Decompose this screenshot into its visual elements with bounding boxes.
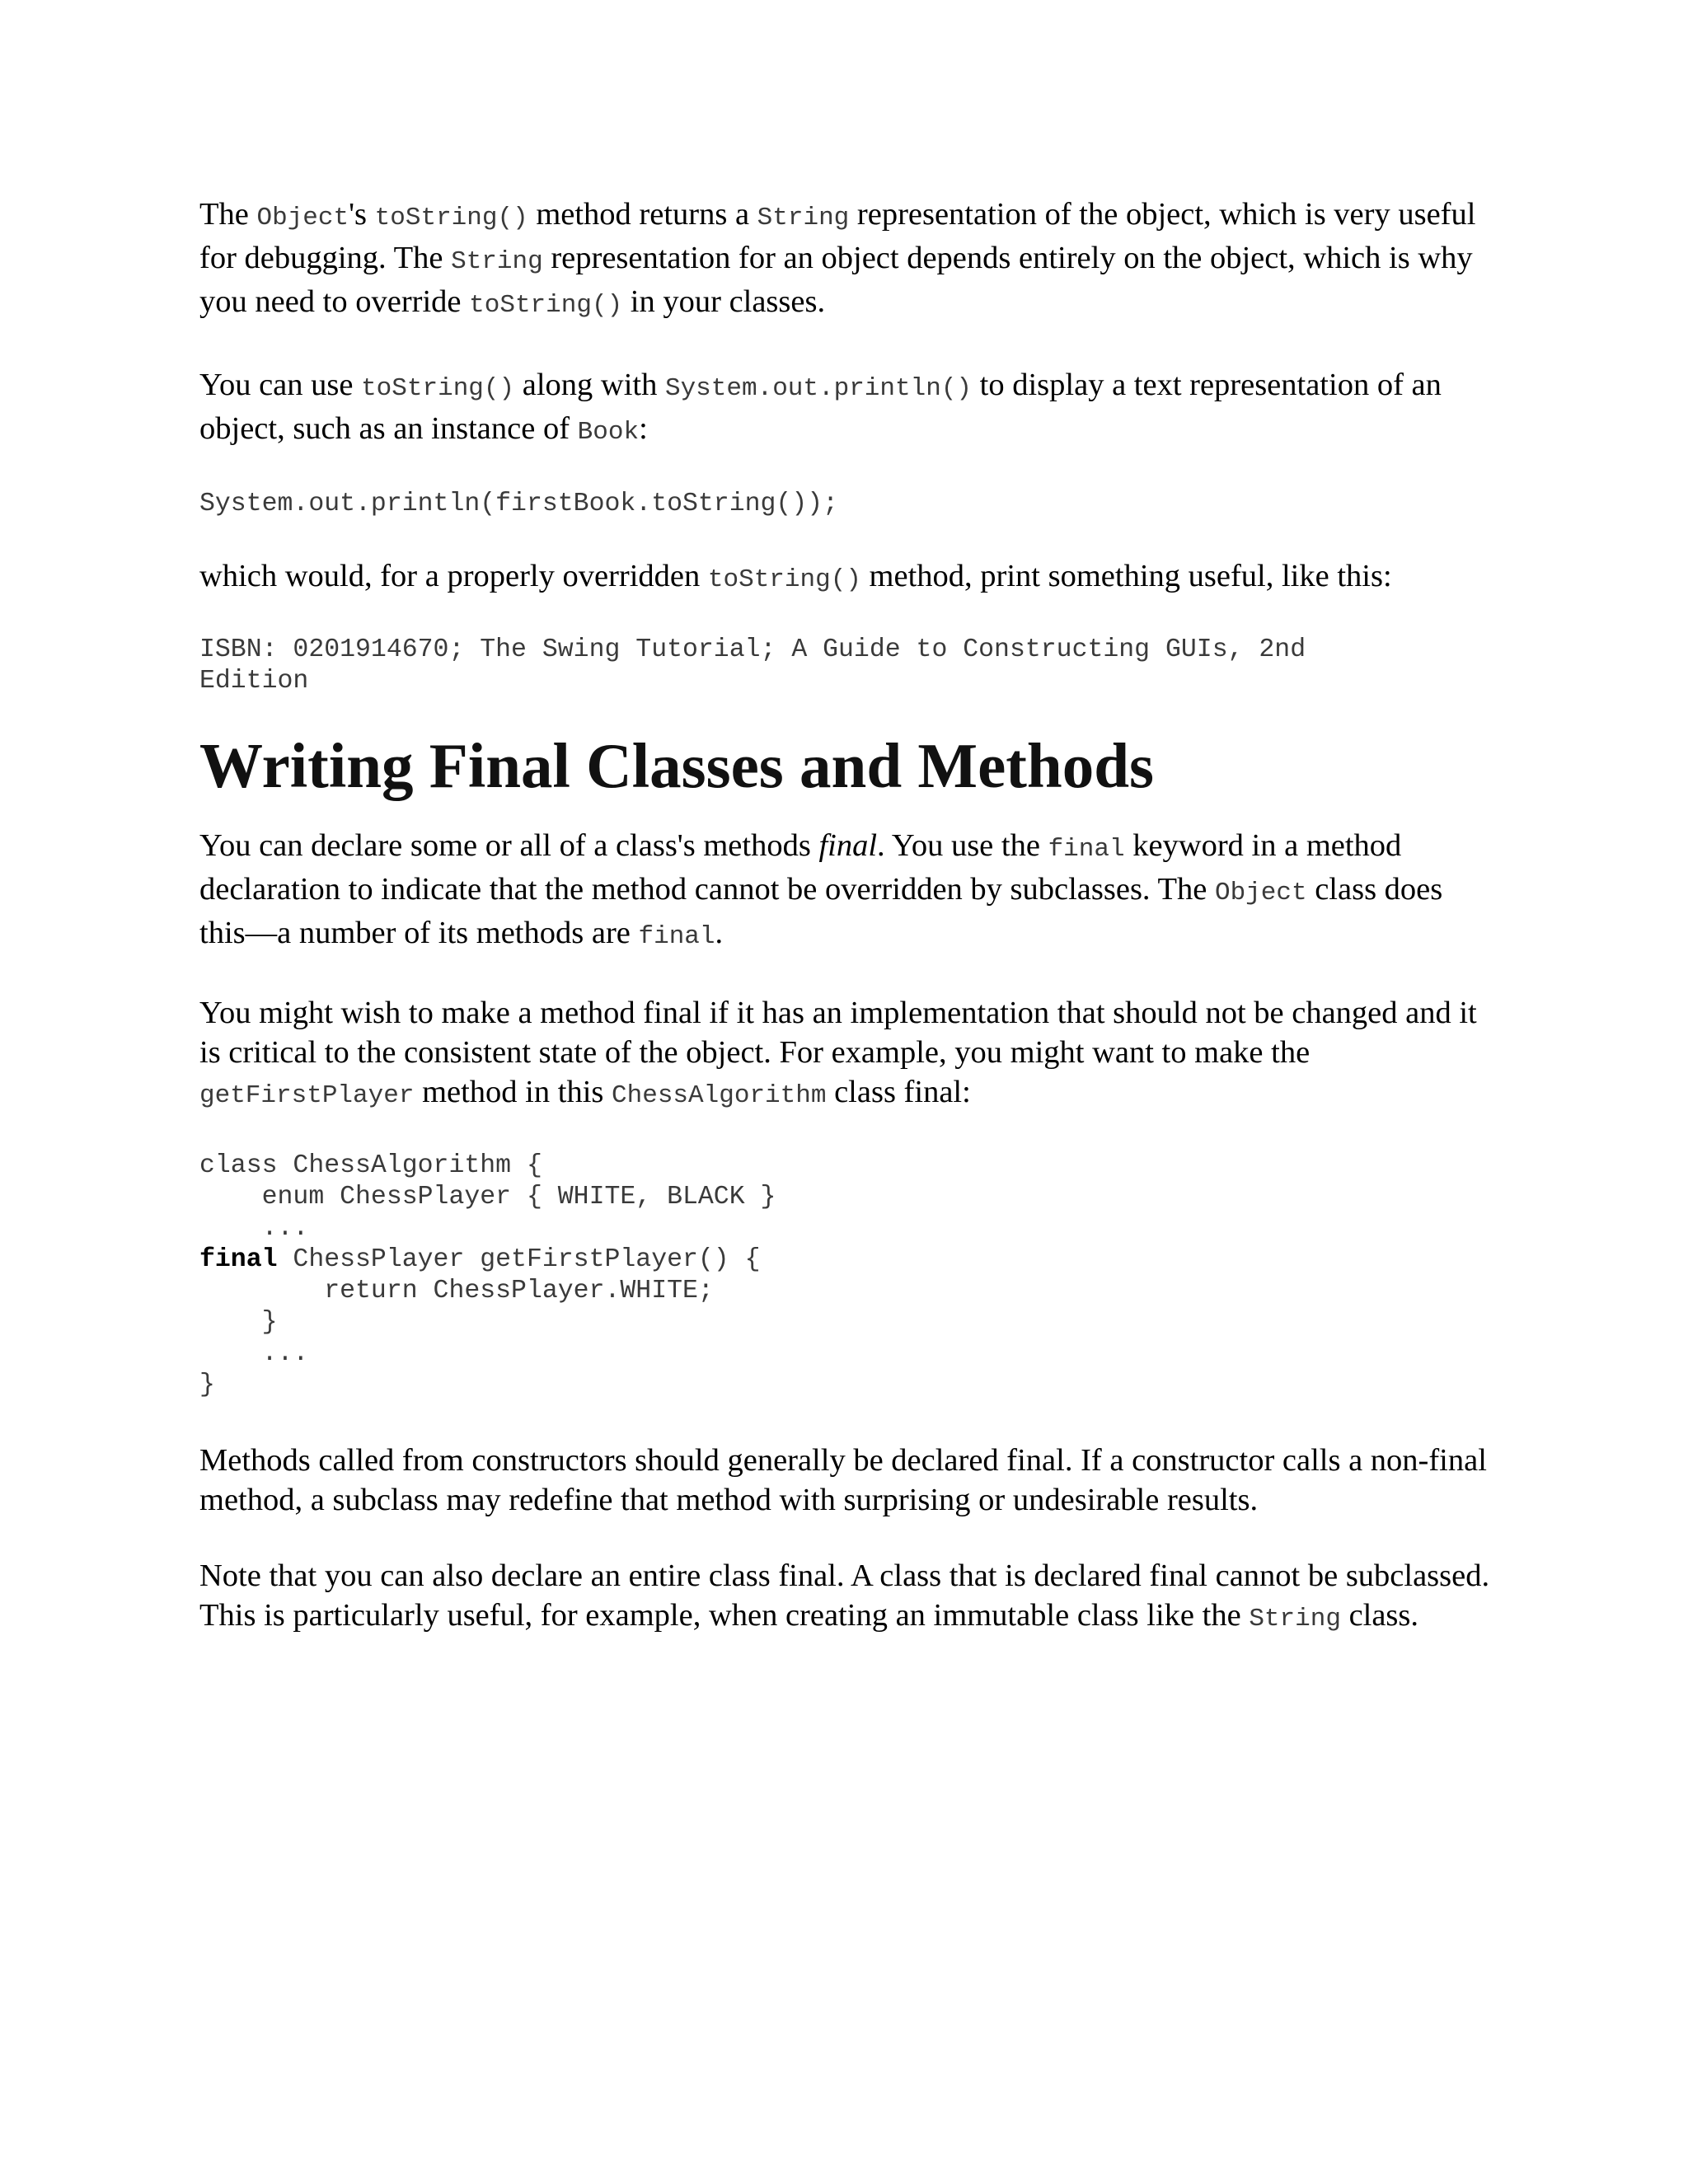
code-line: Edition [199,667,309,696]
text: method, print something useful, like this: [860,559,1392,593]
code-line: ISBN: 0201914670; The Swing Tutorial; A Guide to Constructing GUIs, 2nd [199,635,1306,664]
text: method returns a [528,197,757,232]
paragraph-tostring-intro [199,194,1493,326]
inline-code: Object [1214,879,1307,907]
text: keyword in a method declaration to indicate that the method cannot be overridden by subclasses. The [199,828,1402,907]
code-block-println: System.out.println(firstBook.toString()); [199,490,839,518]
code-line: enum ChessPlayer { WHITE, BLACK } [199,1183,776,1212]
inline-code: toString() [707,565,861,594]
text: in your classes. [622,284,826,319]
code-line: ... [199,1339,309,1368]
code-keyword: final [199,1245,278,1274]
inline-code: String [451,247,543,276]
code-line: return ChessPlayer.WHITE; [199,1277,714,1305]
italic-term: final [818,828,878,863]
inline-code: String [757,204,850,232]
text: class. [1340,1598,1419,1633]
text: to display a text representation of an object, such as an instance of [199,368,1442,446]
inline-code: System.out.println() [664,374,973,403]
text: You can declare some or all of a class's methods [199,828,819,863]
inline-code: toString() [361,374,515,403]
inline-code: Book [577,418,640,447]
text: : [639,411,648,446]
paragraph-final-method [199,993,1493,1116]
inline-code: Object [256,204,349,232]
text: . [715,916,724,950]
document-page [199,194,1493,1639]
text: class does this—a number of its methods are [199,872,1443,950]
paragraph-final-class [199,1556,1493,1639]
text: which would, for a properly overridden [199,559,708,593]
code-line [199,1244,1493,1276]
paragraph-tostring-usage [199,365,1493,452]
text: representation for an object depends entirely on the object, which is why you need to override [199,241,1473,319]
paragraph-final-intro [199,826,1493,957]
text: You might wish to make a method final if it has an implementation that should not be changed and it is critical to the consistent state of the object. For example, you might want to make the [199,996,1477,1070]
code-line: class ChessAlgorithm { [199,1151,542,1180]
inline-code: final [1048,835,1125,864]
code-block-output [199,635,1493,697]
inline-code: ChessAlgorithm [612,1081,827,1110]
text: method in this [414,1075,612,1109]
code-block-chess-algorithm [199,1151,1493,1401]
text: . You use the [877,828,1048,863]
text: representation of the object, which is very useful for debugging. The [199,197,1476,275]
text: The [199,197,257,232]
inline-code: final [638,922,715,951]
code-line: } [199,1308,278,1337]
text: Note that you can also declare an entire class final. A class that is declared final cannot be subclassed. This is particularly useful, for example, when creating an immutable class like the [199,1558,1490,1633]
text: You can use [199,368,362,402]
text: class final: [826,1075,971,1109]
inline-code: String [1249,1605,1341,1633]
code-line: ... [199,1214,309,1243]
inline-code: toString() [374,204,528,232]
text: 's [349,197,375,232]
code-line: } [199,1371,215,1399]
section-heading: Writing Final Classes and Methods [199,730,1155,801]
inline-code: getFirstPlayer [199,1081,415,1110]
code-text: ChessPlayer getFirstPlayer() { [277,1245,761,1274]
paragraph-constructors: Methods called from constructors should generally be declared final. If a constructor calls a non-final method, a subclass may redefine that method with surprising or undesirable results. [199,1443,1487,1517]
paragraph-tostring-output [199,556,1493,600]
inline-code: toString() [469,291,623,320]
text: along with [514,368,665,402]
